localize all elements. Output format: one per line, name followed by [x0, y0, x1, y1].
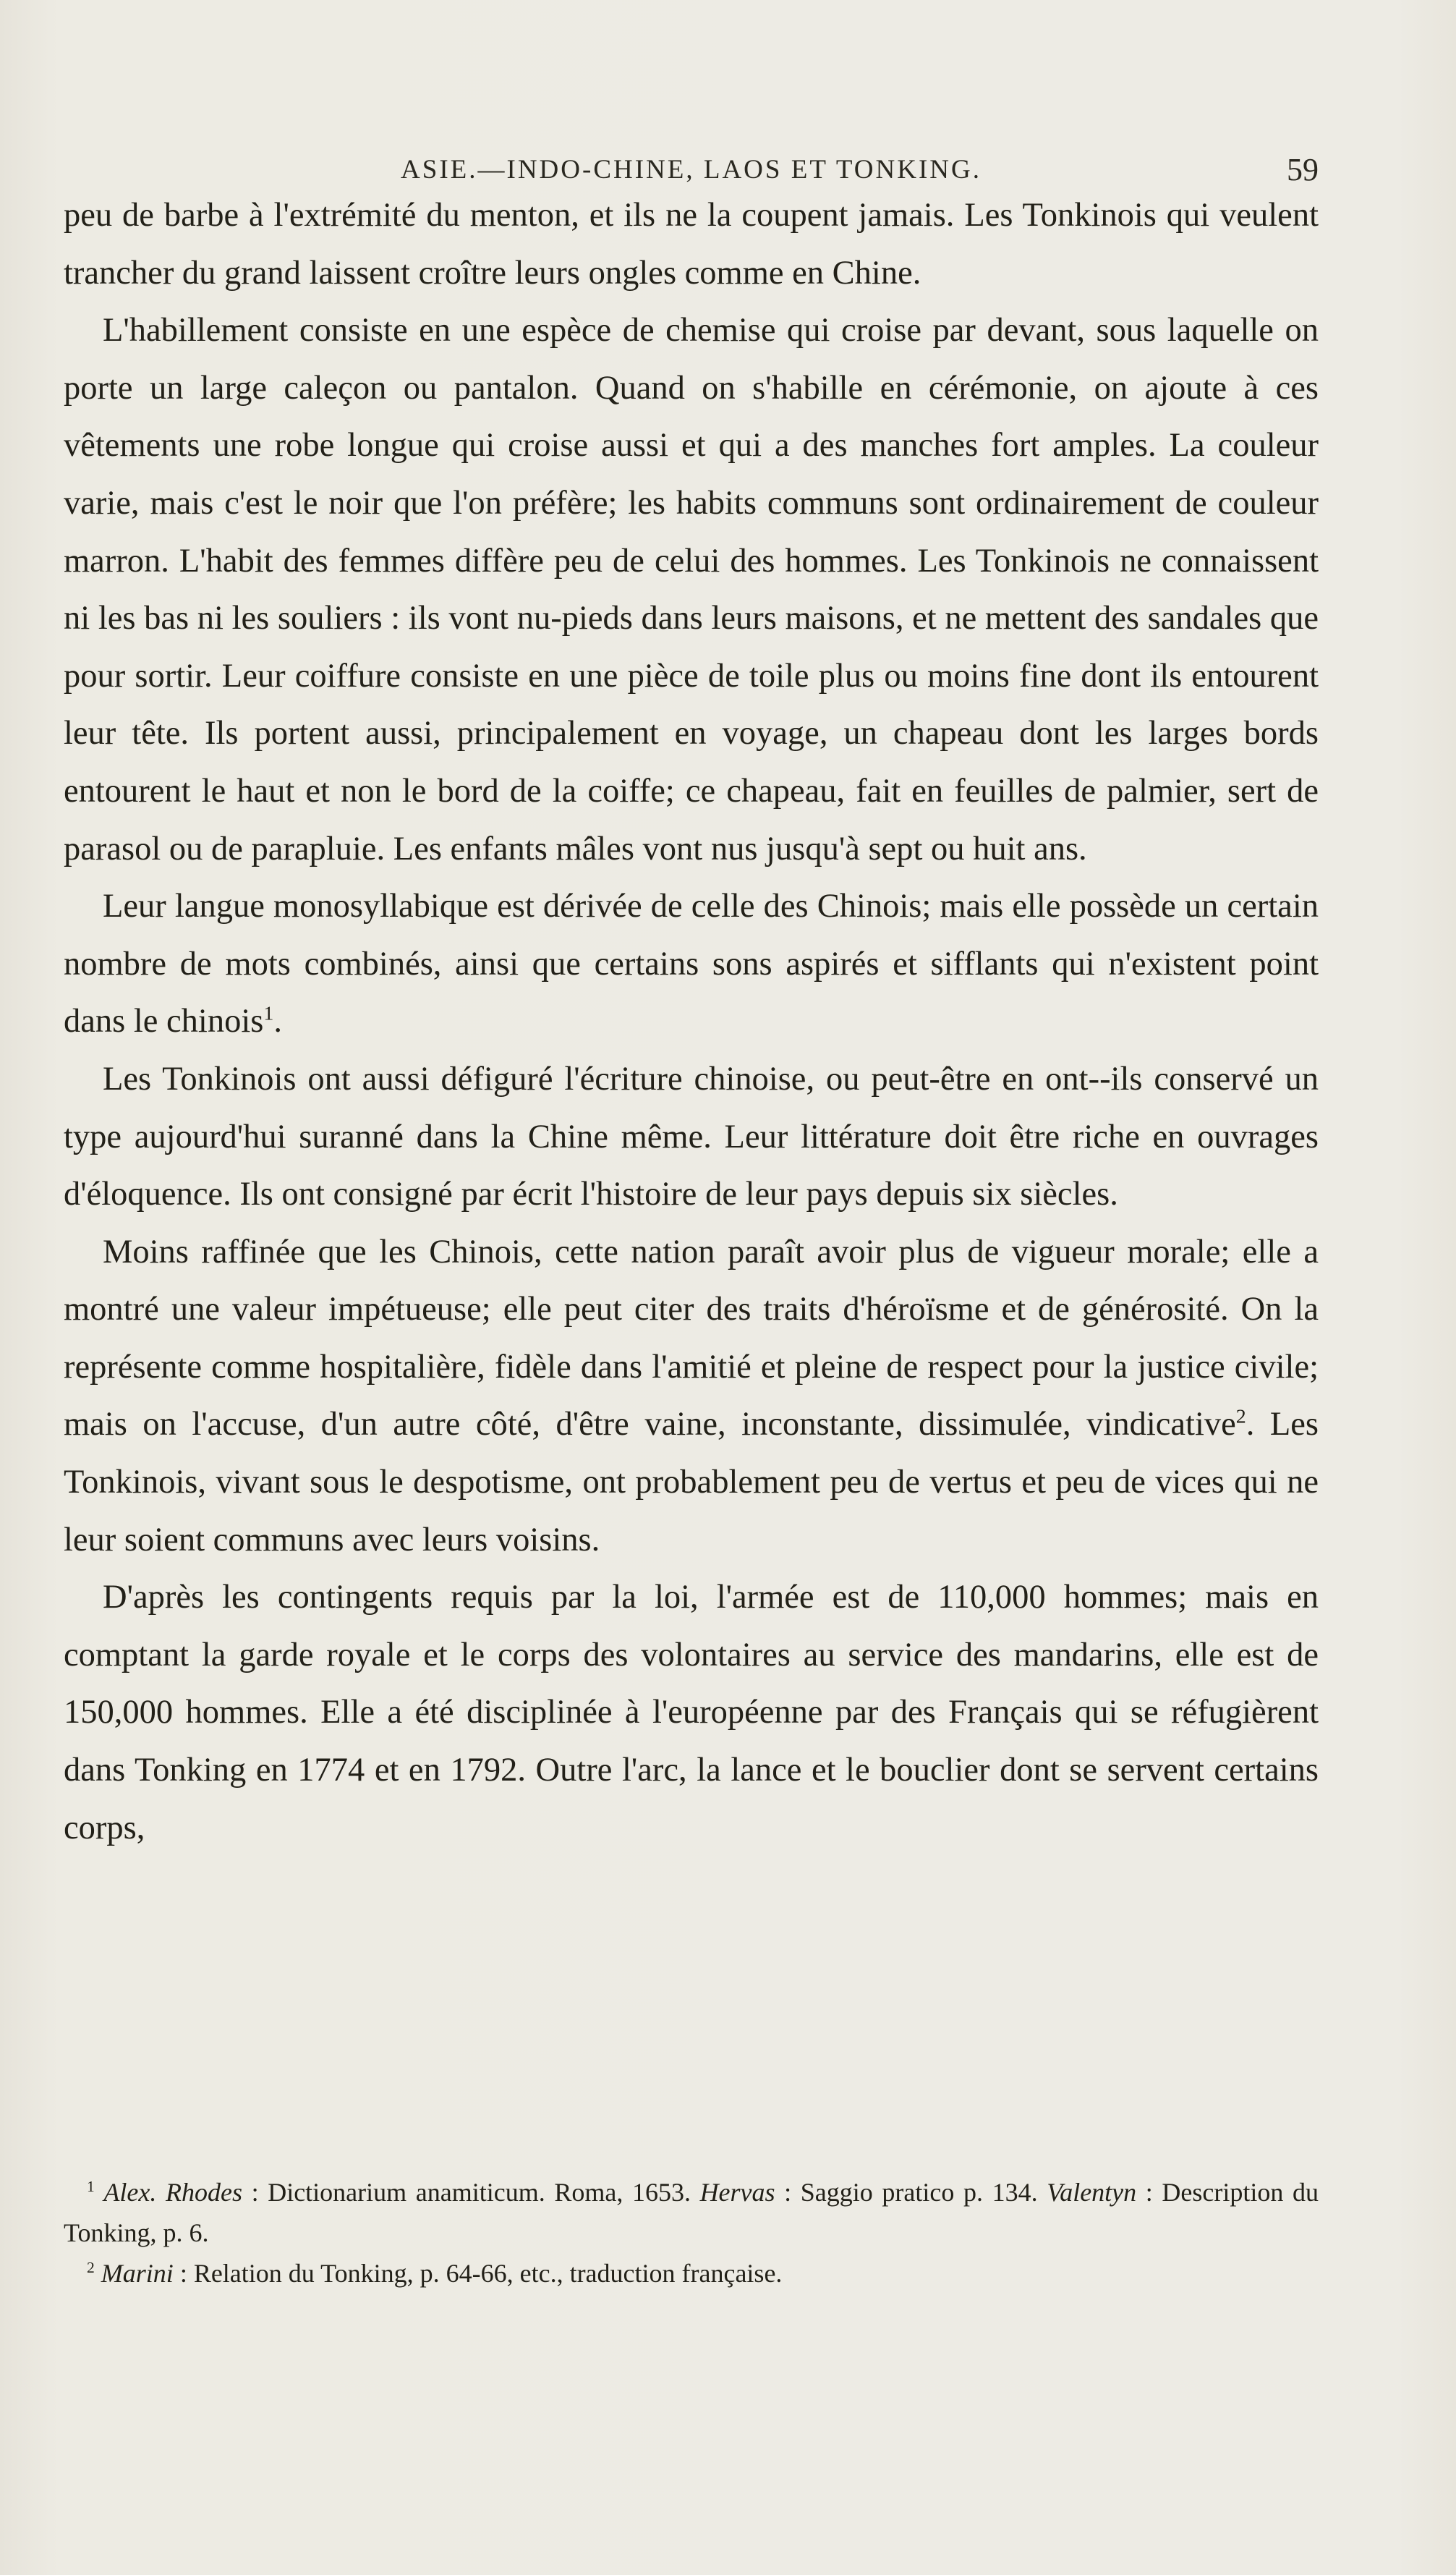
paragraph-language-text: Leur langue monosyllabique est dérivée de celle des Chinois; mais elle possède un certain nombre de mots combinés, ainsi que certains sons aspirés et sifflants qui n'existent point dans le chinois	[64, 888, 1319, 1040]
footnote-1-author-valentyn: Valentyn	[1047, 2178, 1137, 2207]
footnote-2-mark: 2	[87, 2259, 95, 2276]
running-head	[64, 148, 1319, 192]
footnote-1-author-rhodes: Alex. Rhodes	[103, 2178, 242, 2207]
footnote-1-text-hervas: : Saggio pratico p. 134.	[775, 2178, 1047, 2207]
page-number: 59	[1287, 152, 1319, 187]
note-ref-suffix-2: .	[1246, 1406, 1255, 1443]
paragraph-writing: Les Tonkinois ont aussi défiguré l'écriture chinoise, ou peut-être en ont--ils conservé un type aujourd'hui suranné dans la Chine même. Leur littérature doit être riche en ouvrages d'éloquence. Ils ont consigné par écrit l'histoire de leur pays depuis six siècles.	[64, 1060, 1319, 1213]
paragraph-character-text: Moins raffinée que les Chinois, cette nation paraît avoir plus de vigueur morale; elle a montré une valeur impétueuse; elle peut citer des traits d'héroïsme et de générosité. On la représente comme hospitalière, fidèle dans l'amitié et pleine de respect pour la justice civile; mais on l'accuse, d'un autre côté, d'être vaine, inconstante, dissimulée, vindicative	[64, 1233, 1319, 1443]
paragraph-continued: peu de barbe à l'extrémité du menton, et ils ne la coupent jamais. Les Tonkinois qui veulent trancher du grand laissent croître leurs ongles comme en Chine.	[64, 197, 1319, 292]
footnote-1	[64, 2172, 1319, 2253]
paragraph-character	[64, 1223, 1319, 1569]
footnote-1-mark: 1	[87, 2178, 95, 2195]
note-ref-1: 1	[263, 1002, 274, 1025]
body-text	[64, 187, 1319, 1857]
footnotes	[64, 2172, 1319, 2294]
footnote-2	[64, 2253, 1319, 2294]
paragraph-army: D'après les contingents requis par la loi, l'armée est de 110,000 hommes; mais en comptant la garde royale et le corps des volontaires au service des mandarins, elle est de 150,000 hommes. Elle a été disciplinée à l'européenne par des Français qui se réfugièrent dans Tonking en 1774 et en 1792. Outre l'arc, la lance et le bouclier dont se servent certains corps,	[64, 1579, 1319, 1846]
paragraph-character-tail: Les Tonkinois, vivant sous le despotisme, ont probablement peu de vertus et peu de vices qui ne leur soient communs avec leurs voisins.	[64, 1406, 1319, 1558]
note-ref-2: 2	[1235, 1405, 1246, 1428]
footnote-2-text: : Relation du Tonking, p. 64-66, etc., traduction française.	[173, 2259, 783, 2288]
paragraph-language	[64, 878, 1319, 1051]
footnote-2-author-marini: Marini	[101, 2259, 174, 2288]
footnote-1-text-valentyn: : Description du Tonking, p. 6.	[64, 2178, 1319, 2247]
paragraph-clothing: L'habillement consiste en une espèce de chemise qui croise par devant, sous laquelle on porte un large caleçon ou pantalon. Quand on s'habille en cérémonie, on ajoute à ces vêtements une robe longue qui croise aussi et qui a des manches fort amples. La couleur varie, mais c'est le noir que l'on préfère; les habits communs sont ordinairement de couleur marron. L'habit des femmes diffère peu de celui des hommes. Les Tonkinois ne connaissent ni les bas ni les souliers : ils vont nu-pieds dans leurs maisons, et ne mettent des sandales que pour sortir. Leur coiffure consiste en une pièce de toile plus ou moins fine dont ils entourent leur tête. Ils portent aussi, principalement en voyage, un chapeau dont les larges bords entourent le haut et non le bord de la coiffe; ce chapeau, fait en feuilles de palmier, sert de parasol ou de parapluie. Les enfants mâles vont nus jusqu'à sept ou huit ans.	[64, 312, 1319, 867]
note-ref-suffix: .	[273, 1003, 282, 1040]
running-title: ASIE.—INDO-CHINE, LAOS ET TONKING.	[401, 155, 982, 184]
footnote-1-text-rhodes: : Dictionarium anamiticum. Roma, 1653.	[242, 2178, 700, 2207]
footnote-1-author-hervas: Hervas	[699, 2178, 775, 2207]
